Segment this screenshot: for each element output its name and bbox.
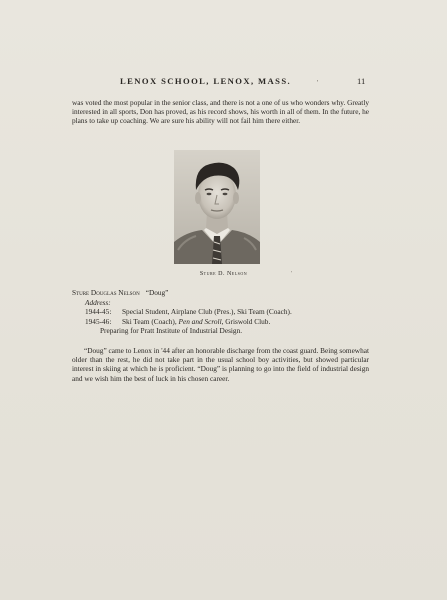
preparing-line: Preparing for Pratt Institute of Industrial Design. <box>100 326 243 336</box>
stray-mark: ' <box>317 79 319 87</box>
student-name: Sture Douglas Nelson <box>72 288 140 297</box>
running-header <box>0 76 447 90</box>
portrait-photo <box>174 150 260 264</box>
intro-paragraph: was voted the most popular in the senior class, and there is not a one of us who wonders why. Greatly interested in all sports, Don has proved, as his record shows, his worth in all of them. In the future, he plans to take up coaching. We are sure his ability will not fail him there either. <box>72 98 369 126</box>
address-label: Address: <box>85 297 111 307</box>
header-title: LENOX SCHOOL, LENOX, MASS. <box>120 76 292 86</box>
student-nickname: “Doug” <box>145 288 169 297</box>
activities-text: Special Student, Airplane Club (Pres.), Ski Team (Coach). <box>122 307 292 317</box>
activity-line-2 <box>85 317 372 327</box>
portrait-image <box>174 150 260 264</box>
year-label: 1945-46: <box>85 316 112 326</box>
student-entry <box>72 288 372 336</box>
name-line <box>72 288 372 298</box>
activities-text: , Griswold Club. <box>221 316 271 326</box>
activity-line-1 <box>85 307 372 317</box>
stray-mark: ' <box>291 271 293 277</box>
activities-text: Ski Team (Coach), <box>122 316 179 326</box>
biography-paragraph: “Doug” came to Lenox in '44 after an honorable discharge from the coast guard. Being somewhat older than the rest, he did not take part in the usual school boy activities, but showed particular interest in skiing at which he is proficient. “Doug” is planning to go into the field of industrial design and we wish him the best of luck in his chosen career. <box>72 346 369 383</box>
page-number: 11 <box>357 76 366 86</box>
year-label: 1944-45: <box>85 307 112 317</box>
activities-italic: Pen and Scroll <box>178 316 222 326</box>
photo-caption: Sture D. Nelson <box>199 271 248 277</box>
